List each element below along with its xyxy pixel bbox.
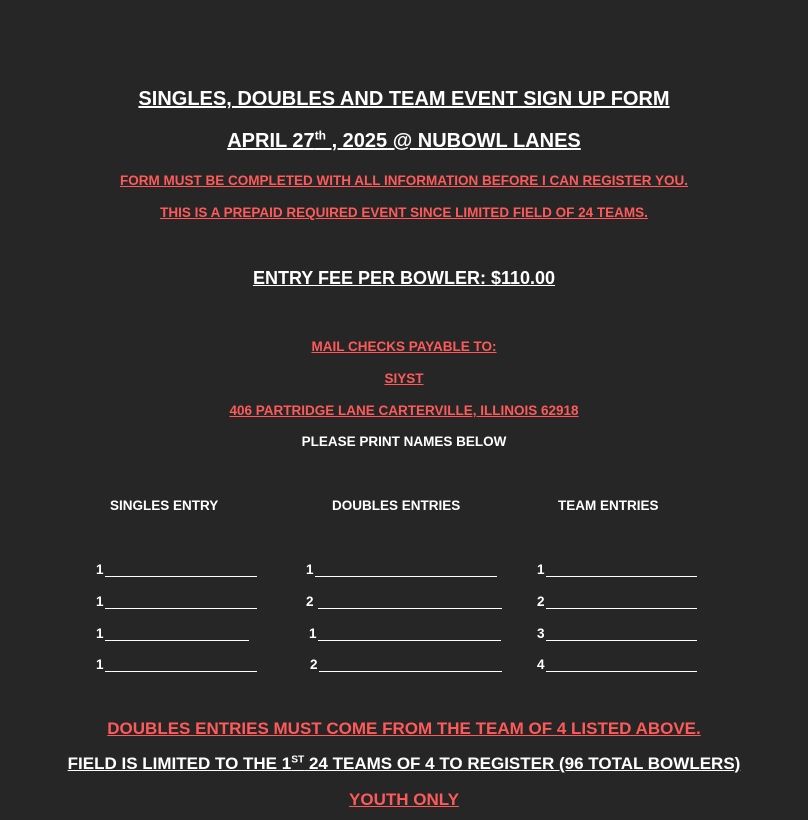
doubles-entry-4[interactable]	[310, 657, 502, 672]
entry-number: 1	[96, 657, 104, 672]
entry-number: 2	[310, 657, 318, 672]
name-blank[interactable]	[546, 657, 697, 672]
name-blank[interactable]	[546, 594, 697, 609]
doubles-rule: DOUBLES ENTRIES MUST COME FROM THE TEAM OF 4 LISTED ABOVE.	[107, 719, 701, 738]
mail-payee: SIYST	[384, 371, 424, 386]
name-blank[interactable]	[319, 657, 502, 672]
name-blank[interactable]	[318, 626, 501, 641]
team-entry-4[interactable]	[537, 657, 697, 672]
event-date	[0, 130, 808, 153]
doubles-entry-3[interactable]	[309, 626, 501, 641]
name-blank[interactable]	[105, 562, 257, 577]
entry-number: 1	[537, 562, 545, 577]
notice-complete: FORM MUST BE COMPLETED WITH ALL INFORMATION BEFORE I CAN REGISTER YOU.	[120, 173, 688, 188]
singles-entry-1[interactable]	[96, 562, 257, 577]
entry-number: 1	[96, 562, 104, 577]
notice-prepaid: THIS IS A PREPAID REQUIRED EVENT SINCE LIMITED FIELD OF 24 TEAMS.	[160, 205, 648, 220]
team-entry-1[interactable]	[537, 562, 697, 577]
doubles-heading: DOUBLES ENTRIES	[332, 498, 461, 513]
event-date-month: APRIL 27	[227, 130, 315, 152]
mail-address: 406 PARTRIDGE LANE CARTERVILLE, ILLINOIS 62918	[229, 403, 579, 418]
doubles-entry-1[interactable]	[306, 562, 497, 577]
event-date-suffix: th	[314, 128, 327, 143]
name-blank[interactable]	[105, 626, 249, 641]
team-entry-2[interactable]	[537, 594, 697, 609]
entry-fee: ENTRY FEE PER BOWLER: $110.00	[252, 268, 556, 288]
field-limit-rest: 24 TEAMS OF 4 TO REGISTER (96 TOTAL BOWLERS)	[304, 754, 741, 773]
name-blank[interactable]	[546, 562, 697, 577]
entry-number: 1	[96, 626, 104, 641]
team-entry-3[interactable]	[537, 626, 697, 641]
form-title: SINGLES, DOUBLES AND TEAM EVENT SIGN UP FORM	[138, 88, 670, 110]
entry-number: 1	[96, 594, 104, 609]
youth-only: YOUTH ONLY	[349, 790, 459, 809]
mail-heading: MAIL CHECKS PAYABLE TO:	[311, 339, 497, 354]
name-blank[interactable]	[105, 657, 257, 672]
name-blank[interactable]	[546, 626, 697, 641]
field-limit-suffix: ST	[291, 754, 305, 766]
singles-entry-3[interactable]	[96, 626, 249, 641]
entry-number: 2	[537, 594, 545, 609]
doubles-entry-2[interactable]	[306, 594, 502, 609]
entry-number: 2	[306, 594, 318, 609]
entry-number: 1	[309, 626, 317, 641]
print-names-instruction: PLEASE PRINT NAMES BELOW	[301, 434, 507, 449]
entry-number: 1	[306, 562, 314, 577]
name-blank[interactable]	[105, 594, 257, 609]
event-date-rest: , 2025 @ NUBOWL LANES	[326, 130, 581, 152]
entry-number: 3	[537, 626, 545, 641]
name-blank[interactable]	[318, 594, 502, 609]
field-limit	[0, 754, 808, 774]
singles-entry-2[interactable]	[96, 594, 257, 609]
field-limit-start: FIELD IS LIMITED TO THE 1	[67, 754, 292, 773]
singles-entry-4[interactable]	[96, 657, 257, 672]
team-heading: TEAM ENTRIES	[558, 498, 659, 513]
entry-number: 4	[537, 657, 545, 672]
name-blank[interactable]	[315, 562, 497, 577]
singles-heading: SINGLES ENTRY	[110, 498, 219, 513]
